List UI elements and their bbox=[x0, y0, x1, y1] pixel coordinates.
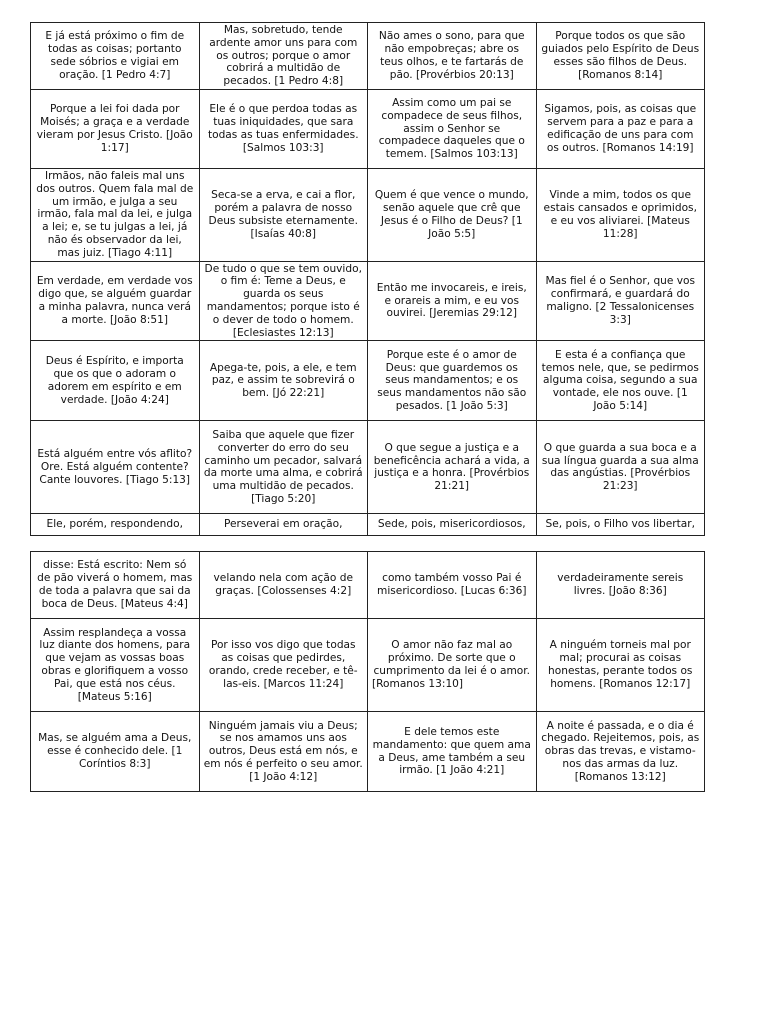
verse-cell: disse: Está escrito: Nem só de pão viverá o homem, mas de toda a palavra que sai da boca de Deus. [Mateus 4:4] bbox=[31, 552, 200, 619]
verse-cell: Porque este é o amor de Deus: que guardemos os seus mandamentos; e os seus mandamentos não são pesados. [1 João 5:3] bbox=[368, 341, 537, 421]
verse-cell: Irmãos, não faleis mal uns dos outros. Quem fala mal de um irmão, e julga a seu irmão, fala mal da lei, e julga a lei; e, se tu julgas a lei, já não és observador da lei, mas juiz. [Tiago 4:11] bbox=[31, 169, 200, 262]
table-row bbox=[31, 169, 705, 262]
verse-cell: Porque todos os que são guiados pelo Espírito de Deus esses são filhos de Deus. [Romanos 8:14] bbox=[536, 23, 705, 90]
verse-cell: De tudo o que se tem ouvido, o fim é: Teme a Deus, e guarda os seus mandamentos; porque isto é o dever de todo o homem. [Eclesiastes 12:13] bbox=[199, 261, 368, 341]
table-row bbox=[31, 552, 705, 619]
verse-cell: E já está próximo o fim de todas as coisas; portanto sede sóbrios e vigiai em oração. [1 Pedro 4:7] bbox=[31, 23, 200, 90]
verse-cell: Seca-se a erva, e cai a flor, porém a palavra de nosso Deus subsiste eternamente. [Isaías 40:8] bbox=[199, 169, 368, 262]
verse-cell: Se, pois, o Filho vos libertar, bbox=[536, 514, 705, 536]
verse-cell: Ninguém jamais viu a Deus; se nos amamos uns aos outros, Deus está em nós, e em nós é perfeito o seu amor. [1 João 4:12] bbox=[199, 712, 368, 792]
verse-table-bottom bbox=[30, 551, 705, 792]
verse-cell: Sigamos, pois, as coisas que servem para a paz e para a edificação de uns para com os outros. [Romanos 14:19] bbox=[536, 90, 705, 169]
table-row bbox=[31, 514, 705, 536]
verse-cell: Mas fiel é o Senhor, que vos confirmará, e guardará do maligno. [2 Tessalonicenses 3:3] bbox=[536, 261, 705, 341]
verse-cell: Assim como um pai se compadece de seus filhos, assim o Senhor se compadece daqueles que o temem. [Salmos 103:13] bbox=[368, 90, 537, 169]
verse-cell: Mas, sobretudo, tende ardente amor uns para com os outros; porque o amor cobrirá a multidão de pecados. [1 Pedro 4:8] bbox=[199, 23, 368, 90]
verse-cell: Perseverai em oração, bbox=[199, 514, 368, 536]
table-row bbox=[31, 712, 705, 792]
table-row bbox=[31, 90, 705, 169]
verse-cell: Ele é o que perdoa todas as tuas iniquidades, que sara todas as tuas enfermidades. [Salmos 103:3] bbox=[199, 90, 368, 169]
verse-cell: Então me invocareis, e ireis, e orareis a mim, e eu vos ouvirei. [Jeremias 29:12] bbox=[368, 261, 537, 341]
verse-cell: velando nela com ação de graças. [Colossenses 4:2] bbox=[199, 552, 368, 619]
verse-cell: Sede, pois, misericordiosos, bbox=[368, 514, 537, 536]
table-row bbox=[31, 261, 705, 341]
verse-cell: Ele, porém, respondendo, bbox=[31, 514, 200, 536]
verse-cell: como também vosso Pai é misericordioso. [Lucas 6:36] bbox=[368, 552, 537, 619]
verse-cell: Porque a lei foi dada por Moisés; a graça e a verdade vieram por Jesus Cristo. [João 1:17] bbox=[31, 90, 200, 169]
verse-cell: Está alguém entre vós aflito? Ore. Está alguém contente? Cante louvores. [Tiago 5:13] bbox=[31, 421, 200, 514]
verse-cell: Saiba que aquele que fizer converter do erro do seu caminho um pecador, salvará da morte uma alma, e cobrirá uma multidão de pecados. [Tiago 5:20] bbox=[199, 421, 368, 514]
verse-cell: Quem é que vence o mundo, senão aquele que crê que Jesus é o Filho de Deus? [1 João 5:5] bbox=[368, 169, 537, 262]
verse-cell: Não ames o sono, para que não empobreças; abre os teus olhos, e te fartarás de pão. [Provérbios 20:13] bbox=[368, 23, 537, 90]
verse-cell: Por isso vos digo que todas as coisas que pedirdes, orando, crede receber, e tê-las-eis. [Marcos 11:24] bbox=[199, 619, 368, 712]
verse-cell: O que segue a justiça e a beneficência achará a vida, a justiça e a honra. [Provérbios 21:21] bbox=[368, 421, 537, 514]
verse-cell: Em verdade, em verdade vos digo que, se alguém guardar a minha palavra, nunca verá a morte. [João 8:51] bbox=[31, 261, 200, 341]
table-row bbox=[31, 619, 705, 712]
verse-cell: Mas, se alguém ama a Deus, esse é conhecido dele. [1 Coríntios 8:3] bbox=[31, 712, 200, 792]
verse-cell: A noite é passada, e o dia é chegado. Rejeitemos, pois, as obras das trevas, e vistamo-nos das armas da luz. [Romanos 13:12] bbox=[536, 712, 705, 792]
verse-cell: A ninguém torneis mal por mal; procurai as coisas honestas, perante todos os homens. [Romanos 12:17] bbox=[536, 619, 705, 712]
table-row bbox=[31, 341, 705, 421]
verse-cell: verdadeiramente sereis livres. [João 8:36] bbox=[536, 552, 705, 619]
verse-cell: Vinde a mim, todos os que estais cansados e oprimidos, e eu vos aliviarei. [Mateus 11:28] bbox=[536, 169, 705, 262]
verse-table-top bbox=[30, 22, 705, 536]
verse-cell: O amor não faz mal ao próximo. De sorte que o cumprimento da lei é o amor. [Romanos 13:10] bbox=[368, 619, 537, 712]
table-row bbox=[31, 421, 705, 514]
verse-cell: O que guarda a sua boca e a sua língua guarda a sua alma das angústias. [Provérbios 21:23] bbox=[536, 421, 705, 514]
verse-cell: E esta é a confiança que temos nele, que, se pedirmos alguma coisa, segundo a sua vontade, ele nos ouve. [1 João 5:14] bbox=[536, 341, 705, 421]
verse-cell: Deus é Espírito, e importa que os que o adoram o adorem em espírito e em verdade. [João 4:24] bbox=[31, 341, 200, 421]
verse-cell: E dele temos este mandamento: que quem ama a Deus, ame também a seu irmão. [1 João 4:21] bbox=[368, 712, 537, 792]
table-row bbox=[31, 23, 705, 90]
verse-cell: Apega-te, pois, a ele, e tem paz, e assim te sobrevirá o bem. [Jó 22:21] bbox=[199, 341, 368, 421]
verse-cell: Assim resplandeça a vossa luz diante dos homens, para que vejam as vossas boas obras e glorifiquem a vosso Pai, que está nos céus. [Mateus 5:16] bbox=[31, 619, 200, 712]
